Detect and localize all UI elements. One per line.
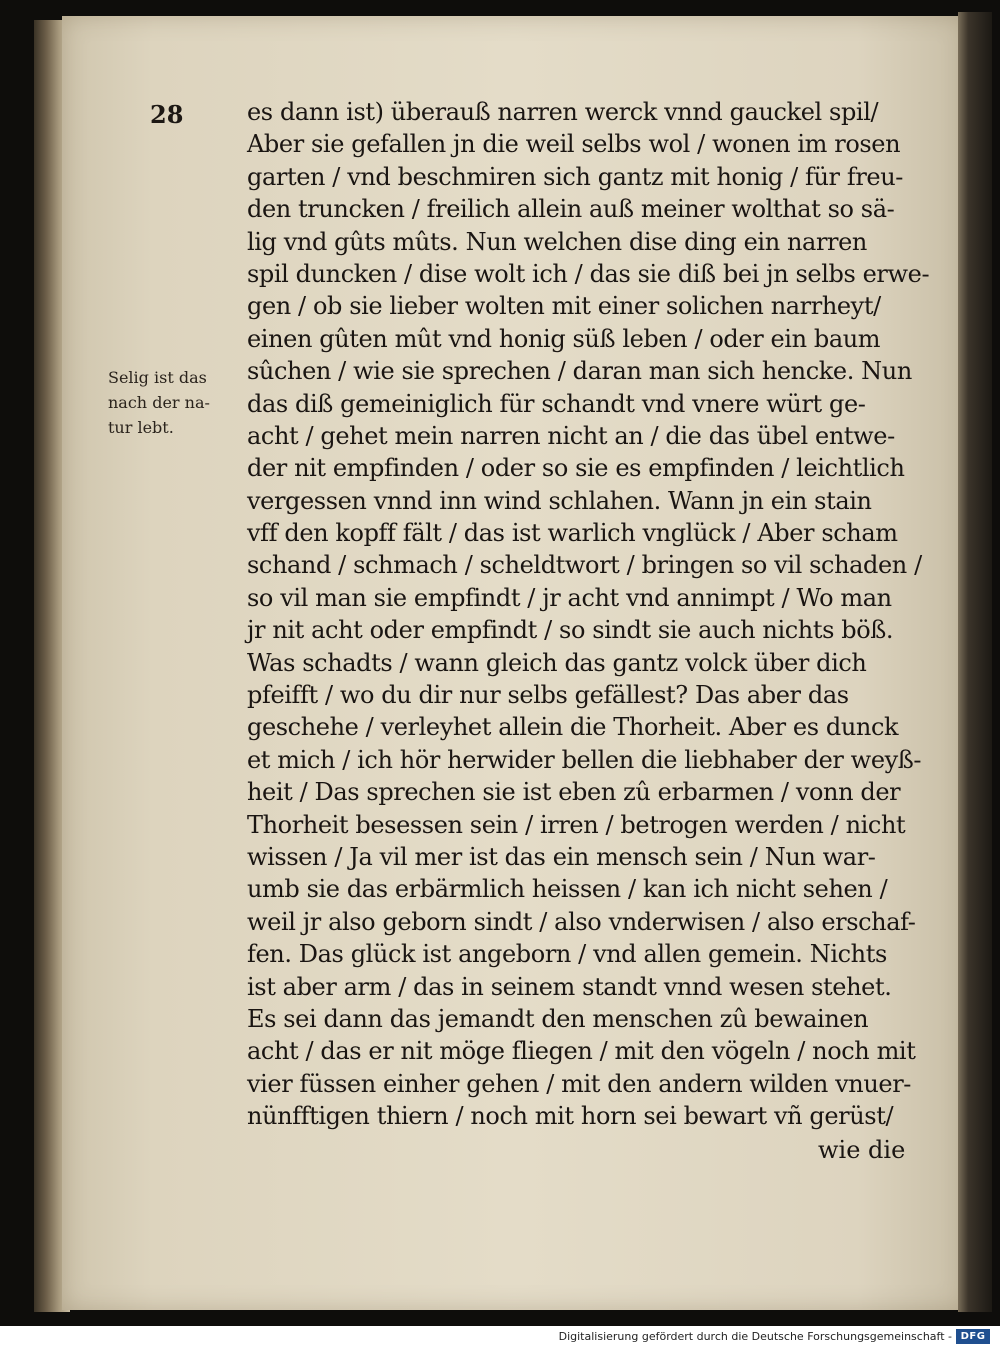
- text-line: pfeifft / wo du dir nur selbs gefällest? Das aber das: [247, 681, 849, 710]
- footer-bar: [0, 1326, 1000, 1347]
- text-line: spil duncken / dise wolt ich / das sie diß bei jn selbs erwe-: [247, 259, 930, 288]
- margin-note-line: nach der na-: [108, 393, 210, 412]
- main-text: [247, 96, 930, 1133]
- page-edge-right: [958, 12, 992, 1312]
- text-line: heit / Das sprechen sie ist eben zû erbarmen / vonn der: [247, 778, 901, 807]
- text-line: der nit empfinden / oder so sie es empfinden / leichtlich: [247, 454, 905, 483]
- text-line: vergessen vnnd inn wind schlahen. Wann jn ein stain: [247, 486, 872, 515]
- text-line: sûchen / wie sie sprechen / daran man sich hencke. Nun: [247, 357, 912, 386]
- text-line: geschehe / verleyhet allein die Thorheit. Aber es dunck: [247, 713, 899, 742]
- text-line: fen. Das glück ist angeborn / vnd allen gemein. Nichts: [247, 940, 887, 969]
- text-line: es dann ist) überauß narren werck vnnd gauckel spil/: [247, 98, 879, 126]
- text-line: acht / gehet mein narren nicht an / die das übel entwe-: [247, 421, 895, 450]
- text-line: schand / schmach / scheldtwort / bringen so vil schaden /: [247, 551, 922, 580]
- margin-note: [108, 365, 248, 440]
- text-line: acht / das er nit möge fliegen / mit den vögeln / noch mit: [247, 1037, 916, 1066]
- text-line: Es sei dann das jemandt den menschen zû bewainen: [247, 1004, 869, 1033]
- text-line: Aber sie gefallen jn die weil selbs wol / wonen im rosen: [247, 130, 901, 159]
- text-line: vier füssen einher gehen / mit den andern wilden vnuer-: [247, 1069, 911, 1098]
- text-line: et mich / ich hör herwider bellen die liebhaber der weyß-: [247, 745, 922, 774]
- catchword: wie die: [818, 1136, 906, 1164]
- text-line: den truncken / freilich allein auß meiner wolthat so sä-: [247, 195, 895, 224]
- text-line: lig vnd gûts mûts. Nun welchen dise ding ein narren: [247, 227, 867, 256]
- text-line: gen / ob sie lieber wolten mit einer solichen narrheyt/: [247, 292, 881, 321]
- text-line: Was schadts / wann gleich das gantz volck über dich: [247, 648, 867, 677]
- text-line: wissen / Ja vil mer ist das ein mensch sein / Nun war-: [247, 842, 876, 871]
- text-line: das diß gemeiniglich für schandt vnd vnere würt ge-: [247, 389, 866, 418]
- text-line: einen gûten mût vnd honig süß leben / oder ein baum: [247, 324, 881, 353]
- page-number: 28: [150, 100, 184, 129]
- text-line: jr nit acht oder empfindt / so sindt sie auch nichts böß.: [247, 616, 894, 645]
- text-line: vff den kopff fält / das ist warlich vnglück / Aber scham: [247, 519, 898, 548]
- text-line: so vil man sie empfindt / jr acht vnd annimpt / Wo man: [247, 583, 892, 612]
- margin-note-line: tur lebt.: [108, 418, 174, 437]
- footer-credit: Digitalisierung gefördert durch die Deutsche Forschungsgemeinschaft -: [558, 1330, 952, 1343]
- dfg-logo: DFG: [956, 1329, 990, 1344]
- margin-note-line: Selig ist das: [108, 368, 207, 387]
- text-line: weil jr also geborn sindt / also vnderwisen / also erschaf-: [247, 907, 916, 936]
- text-line: garten / vnd beschmiren sich gantz mit honig / für freu-: [247, 162, 903, 191]
- text-line: umb sie das erbärmlich heissen / kan ich nicht sehen /: [247, 875, 888, 904]
- text-line: ist aber arm / das in seinem standt vnnd wesen stehet.: [247, 972, 892, 1001]
- text-line: Thorheit besessen sein / irren / betrogen werden / nicht: [247, 810, 906, 839]
- text-line: nünfftigen thiern / noch mit horn sei bewart vñ gerüst/: [247, 1102, 894, 1131]
